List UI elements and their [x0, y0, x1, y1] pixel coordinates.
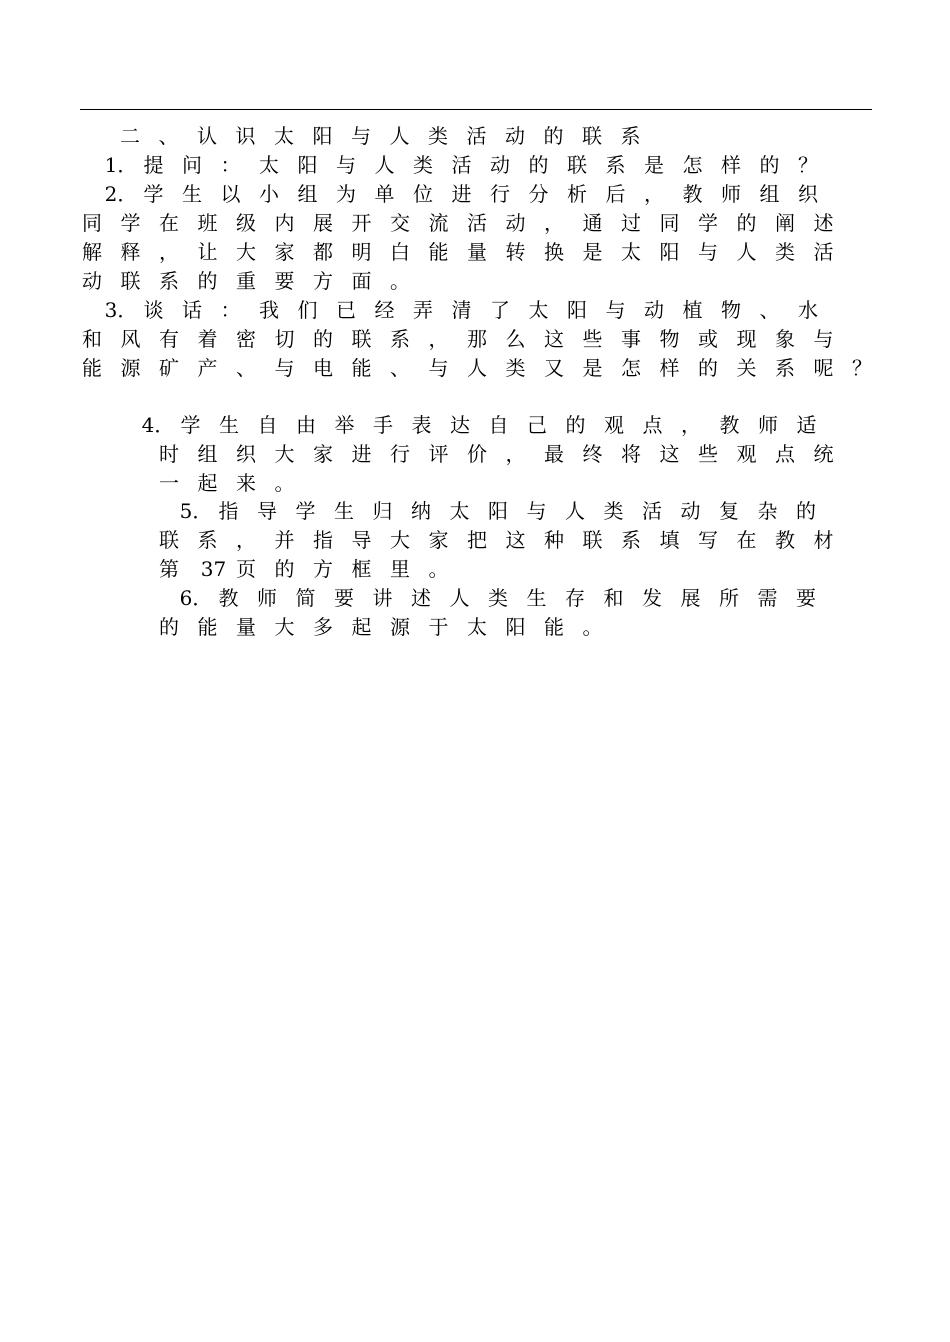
text-glyph: 为: [336, 182, 356, 206]
text-line: [157, 526, 850, 555]
text-glyph: 指: [313, 528, 333, 552]
text-glyph: 来: [236, 471, 256, 495]
text-glyph: 活: [451, 153, 472, 177]
text-glyph: 又: [544, 356, 564, 380]
text-glyph: 举: [334, 413, 355, 437]
text-glyph: 么: [505, 327, 526, 351]
text-glyph: 价: [467, 442, 487, 466]
text-glyph: 进: [451, 182, 472, 206]
text-glyph: 、: [759, 298, 780, 322]
text-glyph: 自: [257, 413, 278, 437]
text-glyph: 换: [544, 240, 564, 264]
text-glyph: 与: [351, 124, 371, 148]
text-glyph: 能: [197, 615, 218, 639]
text-glyph: 样: [659, 356, 680, 380]
text-glyph: 时: [159, 442, 179, 466]
text-glyph: 。: [428, 557, 449, 581]
text-glyph: ，: [236, 528, 256, 552]
text-line: [157, 613, 619, 642]
text-glyph: 织: [798, 182, 818, 206]
text-glyph: 能: [544, 615, 564, 639]
text-glyph: 的: [159, 615, 179, 639]
text-glyph: 第: [159, 557, 179, 581]
text-line: [103, 296, 835, 325]
text-glyph: 把: [467, 528, 487, 552]
text-line: [103, 180, 835, 209]
text-glyph: 。: [274, 471, 295, 495]
text-glyph: 阳: [488, 499, 508, 523]
text-glyph: 、: [158, 124, 179, 148]
text-glyph: 矿: [159, 356, 179, 380]
text-glyph: 方: [313, 269, 333, 293]
text-glyph: 能: [82, 356, 102, 380]
text-glyph: 、: [390, 356, 410, 380]
text-glyph: 材: [813, 528, 834, 552]
text-glyph: 活: [642, 499, 662, 523]
text-glyph: 问: [182, 153, 202, 177]
text-glyph: 杂: [757, 499, 778, 523]
text-glyph: 弄: [413, 298, 433, 322]
text-glyph: 提: [143, 153, 164, 177]
text-glyph: 类: [428, 124, 448, 148]
text-glyph: 联: [159, 528, 179, 552]
text-glyph: ：: [220, 153, 241, 177]
text-glyph: 人: [467, 356, 487, 380]
text-glyph: 动: [680, 499, 701, 523]
text-glyph: 太: [274, 124, 294, 148]
text-glyph: 里: [390, 557, 410, 581]
text-glyph: 组: [759, 182, 780, 206]
text-glyph: 动: [644, 298, 664, 322]
text-glyph: 动: [505, 211, 526, 235]
text-glyph: 和: [603, 586, 624, 610]
text-glyph: 家: [313, 442, 333, 466]
text-glyph: 简: [295, 586, 316, 610]
text-glyph: 行: [490, 182, 510, 206]
text-glyph: 源: [390, 615, 410, 639]
text-glyph: 存: [565, 586, 585, 610]
text-glyph: 这: [544, 327, 564, 351]
text-glyph: 的: [274, 557, 295, 581]
text-glyph: 家: [274, 240, 295, 264]
text-glyph: 系: [159, 269, 179, 293]
text-glyph: 37: [200, 557, 227, 581]
text-glyph: 的: [197, 269, 218, 293]
text-glyph: 家: [428, 528, 449, 552]
text-glyph: 联: [351, 327, 372, 351]
text-glyph: 同: [659, 211, 680, 235]
text-glyph: 讲: [372, 586, 393, 610]
text-glyph: 经: [374, 298, 395, 322]
text-glyph: 复: [719, 499, 739, 523]
text-glyph: 要: [796, 586, 816, 610]
text-glyph: 与: [526, 499, 547, 523]
text-glyph: 种: [544, 528, 564, 552]
text-glyph: 内: [274, 211, 295, 235]
text-glyph: 量: [467, 240, 487, 264]
text-glyph: 纳: [411, 499, 431, 523]
text-glyph: 量: [236, 615, 256, 639]
text-glyph: 白: [390, 240, 410, 264]
text-glyph: 与: [605, 298, 626, 322]
text-glyph: 织: [236, 442, 256, 466]
text-line: [80, 325, 850, 354]
text-glyph: 类: [488, 586, 508, 610]
text-glyph: 物: [659, 327, 680, 351]
text-glyph: 太: [467, 615, 487, 639]
text-glyph: 系: [390, 327, 410, 351]
text-glyph: 识: [235, 124, 256, 148]
text-glyph: ，: [544, 211, 564, 235]
text-glyph: 起: [351, 615, 372, 639]
text-glyph: 关: [736, 356, 757, 380]
text-glyph: 。: [582, 615, 603, 639]
text-glyph: 与: [813, 327, 834, 351]
text-line: [178, 584, 833, 613]
text-glyph: 动: [82, 269, 102, 293]
text-glyph: 的: [698, 356, 718, 380]
text-glyph: 位: [413, 182, 433, 206]
text-glyph: 小: [259, 182, 279, 206]
text-glyph: 学: [180, 413, 201, 437]
text-glyph: 学: [698, 211, 718, 235]
text-glyph: 师: [721, 182, 741, 206]
text-glyph: 我: [259, 298, 279, 322]
text-glyph: 太: [259, 153, 279, 177]
text-glyph: 述: [411, 586, 431, 610]
text-glyph: 2．: [104, 182, 138, 206]
text-glyph: 些: [582, 327, 603, 351]
text-glyph: 。: [390, 269, 410, 293]
text-glyph: 清: [451, 298, 472, 322]
text-glyph: 阳: [659, 240, 680, 264]
text-glyph: 学: [295, 499, 316, 523]
text-glyph: 与: [428, 356, 449, 380]
text-glyph: 的: [528, 153, 549, 177]
text-glyph: 释: [120, 240, 141, 264]
text-glyph: 分: [528, 182, 549, 206]
text-glyph: 统: [813, 442, 834, 466]
text-glyph: 物: [721, 298, 741, 322]
text-glyph: 需: [757, 586, 778, 610]
text-glyph: 与: [274, 356, 295, 380]
text-glyph: 交: [390, 211, 410, 235]
text-glyph: 活: [813, 240, 834, 264]
text-glyph: 、: [236, 356, 256, 380]
text-glyph: 类: [775, 240, 795, 264]
text-glyph: 终: [582, 442, 603, 466]
text-glyph: 们: [297, 298, 318, 322]
text-glyph: 教: [682, 182, 703, 206]
text-glyph: 样: [721, 153, 741, 177]
text-line: [80, 209, 850, 238]
text-line: [157, 440, 850, 469]
text-glyph: 写: [698, 528, 718, 552]
text-glyph: 类: [603, 499, 624, 523]
text-glyph: 了: [490, 298, 510, 322]
text-glyph: 联: [120, 269, 141, 293]
text-glyph: 起: [197, 471, 218, 495]
text-glyph: 人: [374, 153, 395, 177]
text-glyph: 手: [373, 413, 393, 437]
text-glyph: 教: [218, 586, 239, 610]
text-glyph: 联: [582, 124, 602, 148]
text-glyph: ，: [505, 442, 526, 466]
text-line: [118, 122, 657, 151]
text-glyph: 大: [390, 528, 410, 552]
text-glyph: 明: [351, 240, 372, 264]
text-glyph: 风: [120, 327, 141, 351]
text-glyph: 适: [796, 413, 817, 437]
text-glyph: 是: [644, 153, 664, 177]
text-glyph: 类: [505, 356, 526, 380]
text-glyph: 切: [274, 327, 295, 351]
text-line: [103, 151, 835, 180]
text-glyph: 学: [143, 182, 164, 206]
text-glyph: 怎: [682, 153, 703, 177]
text-glyph: 流: [428, 211, 449, 235]
text-glyph: 阳: [312, 124, 333, 148]
text-glyph: 组: [197, 442, 218, 466]
text-glyph: 联: [567, 153, 587, 177]
text-glyph: ？: [852, 356, 872, 380]
text-glyph: 都: [313, 240, 333, 264]
text-glyph: 要: [334, 586, 354, 610]
text-glyph: 学: [120, 211, 141, 235]
text-glyph: 指: [218, 499, 239, 523]
text-glyph: 在: [736, 528, 757, 552]
text-glyph: 重: [236, 269, 256, 293]
text-glyph: 4．: [141, 413, 175, 437]
text-glyph: 方: [313, 557, 333, 581]
text-glyph: ，: [644, 182, 664, 206]
text-glyph: 能: [351, 356, 372, 380]
text-glyph: 生: [526, 586, 547, 610]
text-glyph: 大: [236, 240, 256, 264]
text-glyph: 生: [182, 182, 202, 206]
text-glyph: 密: [236, 327, 256, 351]
header-rule: [80, 109, 872, 110]
text-glyph: 进: [351, 442, 372, 466]
text-glyph: 在: [159, 211, 179, 235]
text-glyph: 太: [449, 499, 470, 523]
text-glyph: 开: [351, 211, 372, 235]
text-glyph: 是: [582, 356, 603, 380]
text-glyph: 要: [274, 269, 295, 293]
text-glyph: 教: [719, 413, 740, 437]
text-glyph: 阐: [775, 211, 795, 235]
text-glyph: 转: [505, 240, 526, 264]
text-glyph: 以: [220, 182, 241, 206]
text-glyph: 阳: [567, 298, 587, 322]
text-glyph: 让: [197, 240, 218, 264]
text-glyph: 级: [236, 211, 256, 235]
text-line: [80, 267, 427, 296]
text-glyph: 同: [82, 211, 102, 235]
text-glyph: 观: [736, 442, 757, 466]
text-glyph: 所: [719, 586, 739, 610]
text-glyph: 系: [620, 124, 641, 148]
text-glyph: 观: [604, 413, 624, 437]
text-glyph: 述: [813, 211, 834, 235]
text-glyph: 教: [775, 528, 795, 552]
text-glyph: 呢: [813, 356, 834, 380]
text-glyph: 框: [351, 557, 372, 581]
text-glyph: 点: [775, 442, 795, 466]
text-glyph: 人: [736, 240, 757, 264]
text-glyph: 过: [621, 211, 641, 235]
text-glyph: 6．: [179, 586, 213, 610]
text-line: [157, 469, 311, 498]
text-glyph: 一: [159, 471, 179, 495]
text-glyph: ，: [428, 327, 449, 351]
text-glyph: 着: [197, 327, 218, 351]
text-glyph: 话: [182, 298, 202, 322]
text-glyph: 达: [450, 413, 470, 437]
text-glyph: 析: [567, 182, 587, 206]
text-glyph: 生: [219, 413, 239, 437]
text-glyph: 师: [758, 413, 778, 437]
text-glyph: 阳: [297, 153, 318, 177]
text-glyph: 的: [796, 499, 816, 523]
text-glyph: 单: [374, 182, 395, 206]
text-glyph: 导: [257, 499, 277, 523]
text-glyph: 由: [296, 413, 316, 437]
text-glyph: 事: [621, 327, 641, 351]
text-glyph: 些: [698, 442, 718, 466]
text-line: [80, 354, 889, 383]
text-glyph: 水: [798, 298, 818, 322]
text-glyph: 己: [527, 413, 547, 437]
text-glyph: 动: [490, 153, 510, 177]
text-glyph: 和: [82, 327, 102, 351]
text-glyph: 导: [351, 528, 372, 552]
text-glyph: 组: [297, 182, 318, 206]
text-glyph: 5．: [179, 499, 213, 523]
text-glyph: 师: [257, 586, 277, 610]
text-glyph: 自: [488, 413, 509, 437]
text-glyph: 怎: [621, 356, 641, 380]
text-glyph: 将: [621, 442, 641, 466]
text-glyph: 动: [505, 124, 525, 148]
text-line: [80, 238, 850, 267]
text-glyph: 大: [274, 615, 295, 639]
text-glyph: 植: [682, 298, 703, 322]
text-glyph: 这: [659, 442, 680, 466]
text-glyph: 系: [621, 528, 641, 552]
text-glyph: 页: [236, 557, 256, 581]
text-glyph: 班: [197, 211, 218, 235]
text-glyph: 1．: [104, 153, 138, 177]
text-glyph: 现: [736, 327, 757, 351]
text-glyph: 太: [528, 298, 549, 322]
text-glyph: 生: [334, 499, 354, 523]
text-glyph: ：: [220, 298, 241, 322]
text-glyph: 发: [642, 586, 662, 610]
text-glyph: 已: [336, 298, 356, 322]
text-glyph: 活: [467, 211, 487, 235]
text-glyph: 填: [659, 528, 680, 552]
text-glyph: 活: [466, 124, 487, 148]
text-glyph: ？: [798, 153, 818, 177]
text-glyph: 太: [621, 240, 641, 264]
text-glyph: 或: [698, 327, 718, 351]
text-glyph: 的: [759, 153, 780, 177]
text-glyph: 是: [582, 240, 603, 264]
text-glyph: 认: [197, 124, 217, 148]
text-glyph: 象: [775, 327, 795, 351]
text-glyph: 人: [449, 586, 470, 610]
text-glyph: ，: [159, 240, 179, 264]
text-glyph: 评: [428, 442, 449, 466]
text-glyph: 点: [642, 413, 663, 437]
text-glyph: 产: [197, 356, 218, 380]
text-glyph: 表: [411, 413, 432, 437]
text-glyph: 面: [351, 269, 372, 293]
text-glyph: 归: [372, 499, 393, 523]
text-glyph: 人: [565, 499, 585, 523]
text-glyph: 展: [680, 586, 701, 610]
text-glyph: 最: [544, 442, 564, 466]
text-glyph: 的: [543, 124, 564, 148]
text-glyph: 行: [390, 442, 410, 466]
text-line: [157, 555, 465, 584]
text-glyph: 类: [413, 153, 433, 177]
text-glyph: 有: [159, 327, 179, 351]
text-glyph: 解: [82, 240, 102, 264]
text-glyph: 电: [313, 356, 333, 380]
text-glyph: 系: [197, 528, 218, 552]
text-glyph: 多: [313, 615, 333, 639]
text-glyph: 与: [336, 153, 356, 177]
text-glyph: 后: [605, 182, 626, 206]
text-line: [140, 411, 833, 440]
text-glyph: 谈: [143, 298, 164, 322]
text-line: [178, 497, 833, 526]
text-glyph: 二: [120, 124, 140, 148]
text-glyph: 联: [582, 528, 603, 552]
text-glyph: 阳: [505, 615, 526, 639]
text-glyph: 系: [605, 153, 626, 177]
text-glyph: 并: [274, 528, 295, 552]
text-glyph: 的: [565, 413, 586, 437]
text-glyph: 系: [775, 356, 795, 380]
text-glyph: 人: [389, 124, 410, 148]
text-glyph: 大: [274, 442, 295, 466]
text-glyph: 的: [736, 211, 757, 235]
text-glyph: 3．: [104, 298, 138, 322]
text-glyph: 通: [582, 211, 603, 235]
text-glyph: ，: [681, 413, 701, 437]
text-glyph: 能: [428, 240, 449, 264]
text-glyph: 与: [698, 240, 718, 264]
text-glyph: 那: [467, 327, 487, 351]
text-glyph: 展: [313, 211, 333, 235]
text-glyph: 源: [120, 356, 141, 380]
text-glyph: 于: [428, 615, 449, 639]
text-glyph: 的: [313, 327, 333, 351]
text-glyph: 这: [505, 528, 526, 552]
